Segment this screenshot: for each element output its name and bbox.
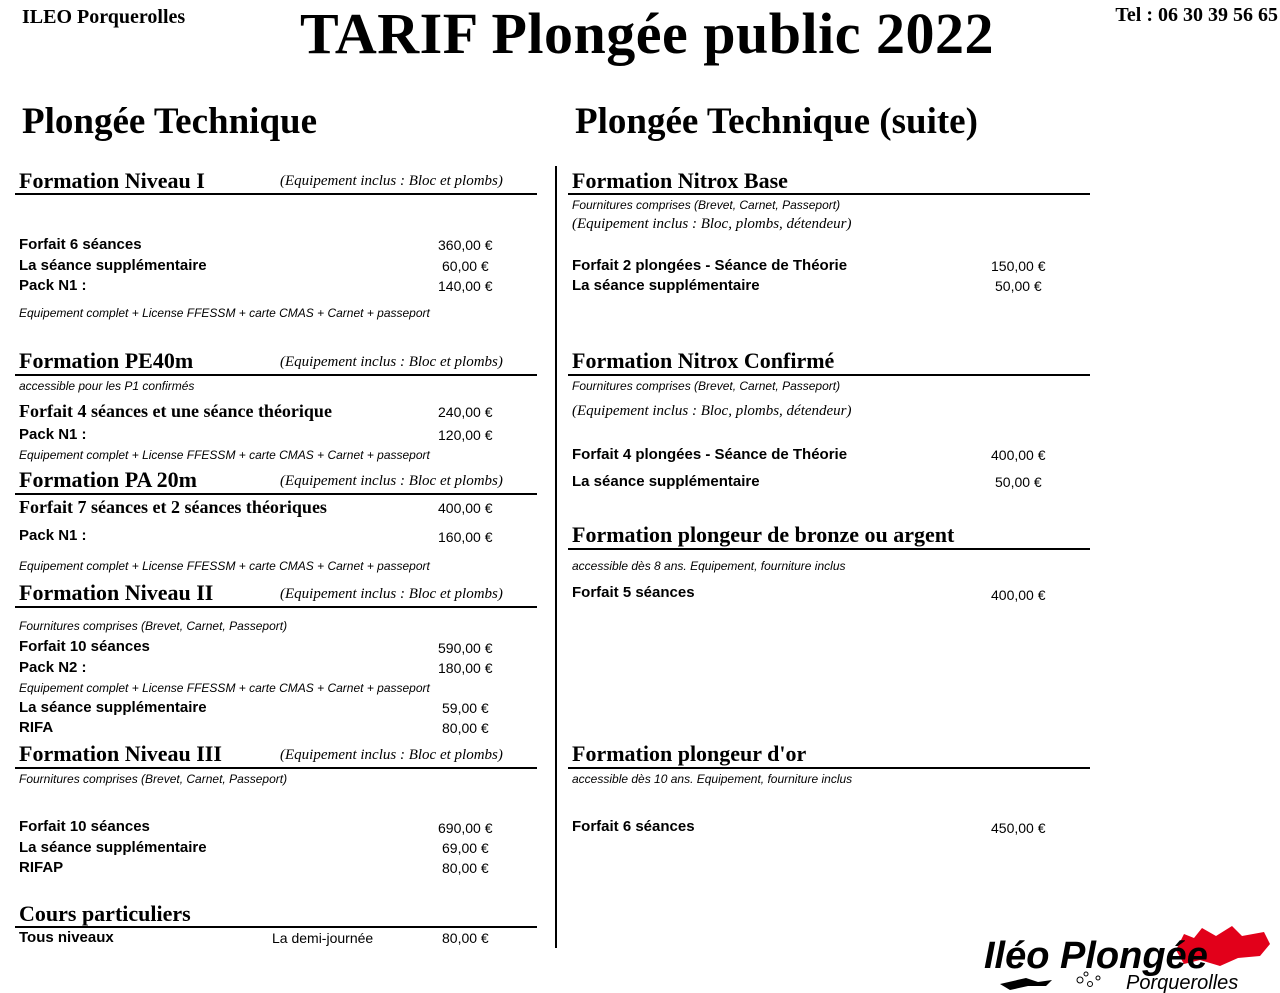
- section-title: Formation Nitrox Confirmé: [572, 348, 835, 373]
- item-price: 60,00 €: [442, 258, 489, 274]
- item-price: 150,00 €: [991, 258, 1046, 274]
- item-label: Forfait 4 séances et une séance théorique: [19, 401, 332, 421]
- section-subnote: accessible pour les P1 confirmés: [19, 379, 195, 393]
- item-price: 80,00 €: [442, 860, 489, 876]
- logo-main-text: Iléo Plongée: [984, 935, 1208, 977]
- section-rule: [568, 767, 1090, 769]
- section-subnote: Fournitures comprises (Brevet, Carnet, Passeport): [19, 772, 288, 786]
- item-price: 400,00 €: [991, 447, 1046, 463]
- item-price: 400,00 €: [438, 500, 493, 516]
- section-title: Cours particuliers: [19, 901, 191, 926]
- item-price: 450,00 €: [991, 820, 1046, 836]
- item-price: 120,00 €: [438, 427, 493, 443]
- item-label: Forfait 6 séances: [19, 236, 142, 253]
- item-price: 400,00 €: [991, 587, 1046, 603]
- section-footnote: Equipement complet + License FFESSM + carte CMAS + Carnet + passeport: [19, 681, 430, 695]
- section-title: Formation PA 20m: [19, 467, 198, 492]
- section-title: Formation Niveau I: [19, 168, 205, 193]
- left-column-heading: Plongée Technique: [22, 101, 318, 142]
- section-title: Formation Nitrox Base: [572, 168, 788, 193]
- section-note: (Equipement inclus : Bloc et plombs): [280, 473, 503, 489]
- item-price: 160,00 €: [438, 529, 493, 545]
- column-divider: [555, 166, 557, 948]
- item-price: 59,00 €: [442, 700, 489, 716]
- item-label: Forfait 10 séances: [19, 638, 150, 655]
- item-label: La séance supplémentaire: [572, 473, 760, 490]
- section-note: (Equipement inclus : Bloc, plombs, détendeur): [572, 216, 852, 232]
- section-title: Formation Niveau II: [19, 580, 214, 605]
- section-subnote: Fournitures comprises (Brevet, Carnet, Passeport): [19, 619, 288, 633]
- brand-name: ILEO Porquerolles: [22, 6, 186, 28]
- section-rule: [15, 193, 537, 195]
- section-rule: [568, 374, 1090, 376]
- item-label: Forfait 6 séances: [572, 818, 695, 835]
- phone-number: Tel : 06 30 39 56 65: [1115, 4, 1278, 26]
- right-column-heading: Plongée Technique (suite): [575, 101, 978, 142]
- section-title: Formation Niveau III: [19, 741, 222, 766]
- item-label: Forfait 7 séances et 2 séances théoriques: [19, 497, 327, 517]
- section-rule: [15, 767, 537, 769]
- section-subnote: accessible dès 10 ans. Equipement, fourniture inclus: [572, 772, 853, 786]
- item-label: Tous niveaux: [19, 929, 114, 946]
- section-note: (Equipement inclus : Bloc et plombs): [280, 586, 503, 602]
- item-price: 50,00 €: [995, 474, 1042, 490]
- item-price: 590,00 €: [438, 640, 493, 656]
- item-price: 690,00 €: [438, 820, 493, 836]
- item-price: 80,00 €: [442, 720, 489, 736]
- item-price: 80,00 €: [442, 930, 489, 946]
- item-price: 50,00 €: [995, 278, 1042, 294]
- section-note: (Equipement inclus : Bloc, plombs, détendeur): [572, 403, 852, 419]
- section-note: (Equipement inclus : Bloc et plombs): [280, 173, 503, 189]
- item-label: La séance supplémentaire: [19, 839, 207, 856]
- page-title: TARIF Plongée public 2022: [300, 1, 995, 66]
- section-footnote: Equipement complet + License FFESSM + carte CMAS + Carnet + passeport: [19, 306, 430, 320]
- item-label: La séance supplémentaire: [19, 699, 207, 716]
- item-label: RIFA: [19, 719, 54, 736]
- item-label: Pack N1 :: [19, 527, 87, 544]
- item-label: RIFAP: [19, 859, 64, 876]
- section-subnote: Fournitures comprises (Brevet, Carnet, Passeport): [572, 198, 841, 212]
- item-price: 180,00 €: [438, 660, 493, 676]
- item-label: Forfait 4 plongées - Séance de Théorie: [572, 446, 848, 463]
- item-price: 360,00 €: [438, 237, 493, 253]
- item-label: Forfait 2 plongées - Séance de Théorie: [572, 257, 848, 274]
- diver-icon: [1000, 978, 1052, 990]
- section-title: Formation PE40m: [19, 348, 194, 373]
- item-detail: La demi-journée: [272, 930, 374, 946]
- section-rule: [15, 606, 537, 608]
- section-subnote: Fournitures comprises (Brevet, Carnet, Passeport): [572, 379, 841, 393]
- item-label: Forfait 10 séances: [19, 818, 150, 835]
- logo-sub-text: Porquerolles: [1126, 972, 1239, 993]
- item-label: Forfait 5 séances: [572, 584, 695, 601]
- ileo-plongee-logo: [980, 920, 1275, 993]
- item-label: La séance supplémentaire: [572, 277, 760, 294]
- item-label: Pack N2 :: [19, 659, 87, 676]
- item-label: La séance supplémentaire: [19, 257, 207, 274]
- section-rule: [15, 374, 537, 376]
- item-label: Pack N1 :: [19, 277, 87, 294]
- section-rule: [568, 193, 1090, 195]
- section-rule: [15, 493, 537, 495]
- section-subnote: accessible dès 8 ans. Equipement, fourniture inclus: [572, 559, 846, 573]
- item-price: 69,00 €: [442, 840, 489, 856]
- item-price: 240,00 €: [438, 404, 493, 420]
- section-rule: [15, 926, 537, 928]
- section-footnote: Equipement complet + License FFESSM + carte CMAS + Carnet + passeport: [19, 448, 430, 462]
- item-label: Pack N1 :: [19, 426, 87, 443]
- section-title: Formation plongeur d'or: [572, 741, 807, 766]
- section-footnote: Equipement complet + License FFESSM + carte CMAS + Carnet + passeport: [19, 559, 430, 573]
- section-note: (Equipement inclus : Bloc et plombs): [280, 747, 503, 763]
- section-title: Formation plongeur de bronze ou argent: [572, 522, 955, 547]
- item-price: 140,00 €: [438, 278, 493, 294]
- section-note: (Equipement inclus : Bloc et plombs): [280, 354, 503, 370]
- section-rule: [568, 548, 1090, 550]
